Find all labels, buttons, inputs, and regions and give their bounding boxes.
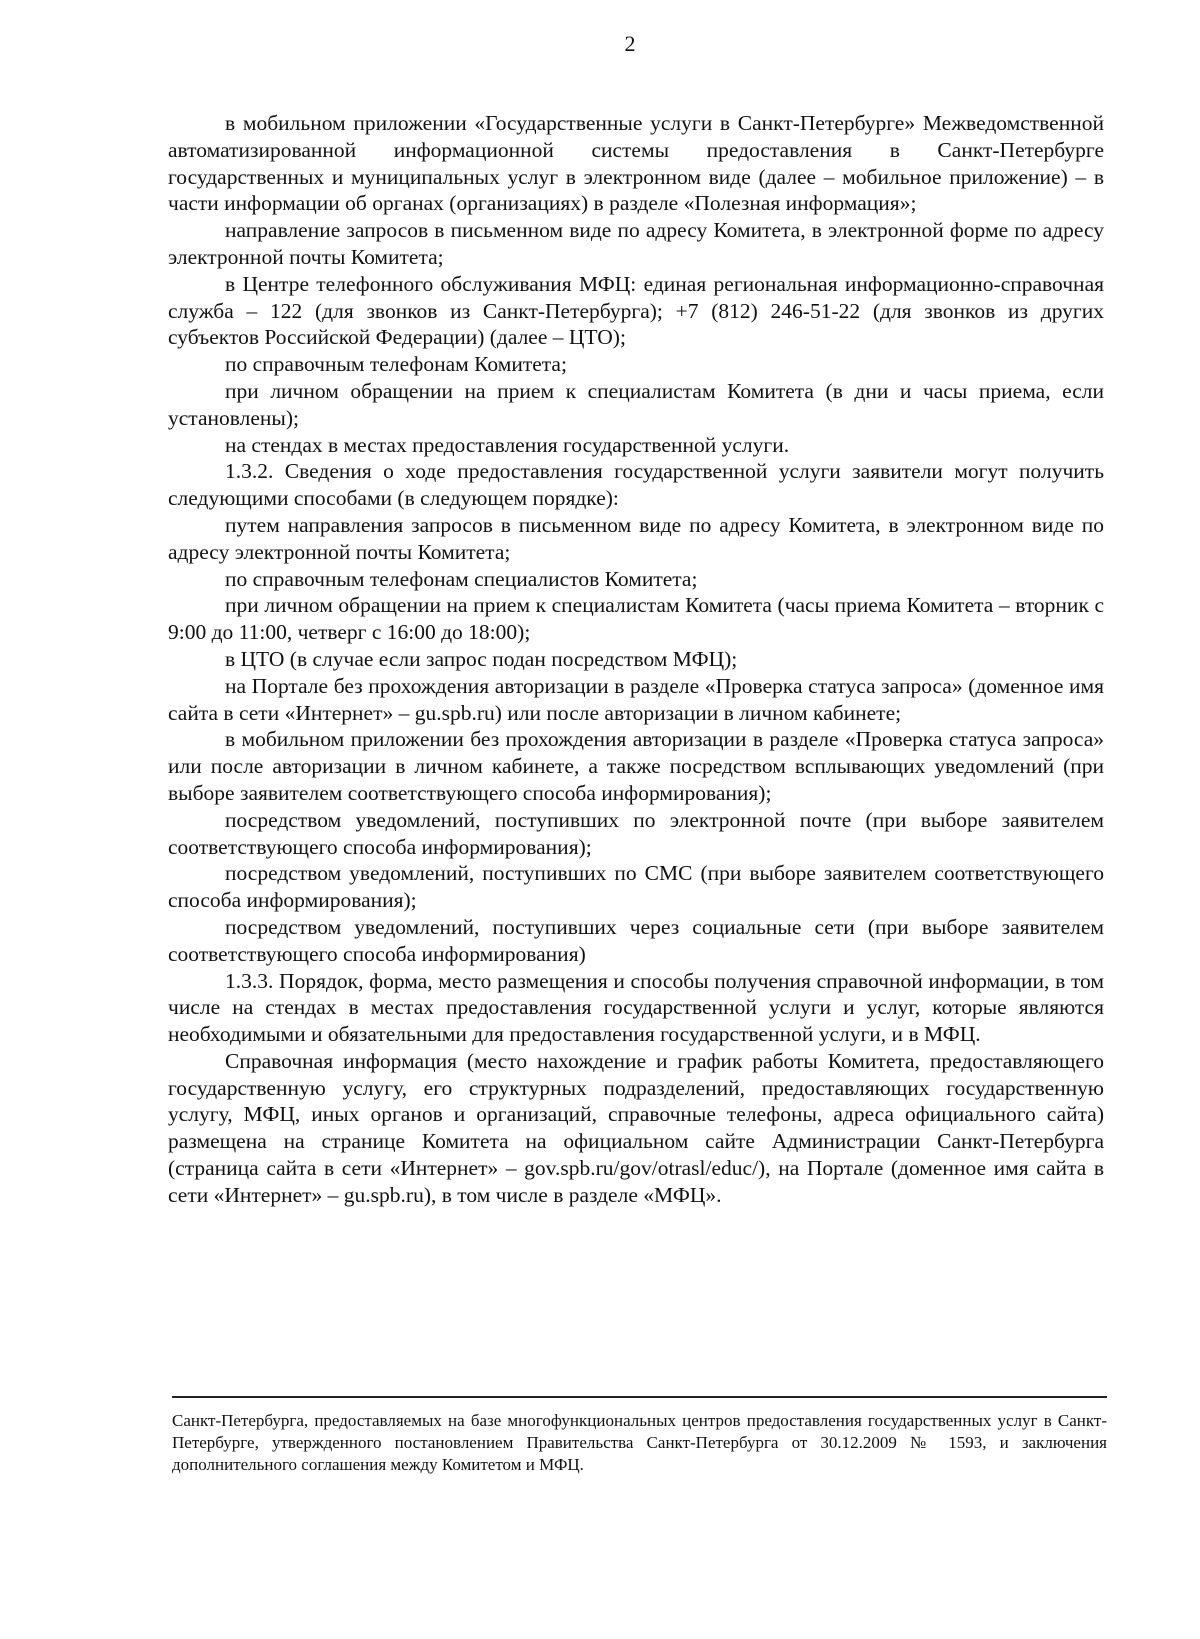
paragraph: посредством уведомлений, поступивших через социальные сети (при выборе заявителем соответствующего способа информирования): [168, 914, 1104, 966]
paragraph: 1.3.3. Порядок, форма, место размещения и способы получения справочной информации, в том числе на стендах в местах предоставления государственной услуги и услуг, которые являются необходимыми и обязательными для предоставления государственной услуги, и в МФЦ.: [168, 968, 1104, 1047]
paragraph: в мобильном приложении «Государственные услуги в Санкт-Петербурге» Межведомственной автоматизированной информационной системы предоставления в Санкт-Петербурге государственных и муниципальных услуг в электронном виде (далее – мобильное приложение) – в части информации об органах (организациях) в разделе «Полезная информация»;: [168, 111, 1104, 216]
document-body: [168, 110, 1104, 1209]
paragraph: при личном обращении на прием к специалистам Комитета (часы приема Комитета – вторник с 9:00 до 11:00, четверг с 16:00 до 18:00);: [168, 593, 1104, 645]
footnote-divider: [172, 1396, 1107, 1398]
paragraph: при личном обращении на прием к специалистам Комитета (в дни и часы приема, если установлены);: [168, 378, 1104, 430]
paragraph: на стендах в местах предоставления государственной услуги.: [225, 432, 790, 457]
paragraph: посредством уведомлений, поступивших по СМС (при выборе заявителем соответствующего способа информирования);: [168, 861, 1104, 913]
paragraph: в ЦТО (в случае если запрос подан посредством МФЦ);: [225, 646, 738, 671]
paragraph: в Центре телефонного обслуживания МФЦ: единая региональная информационно-справочная служба – 122 (для звонков из Санкт-Петербурга); +7 (812) 246-51-22 (для звонков из других субъектов Российской Федерации) (далее – ЦТО);: [168, 271, 1104, 350]
footnote-text: Санкт-Петербурга, предоставляемых на базе многофункциональных центров предоставления государственных услуг в Санкт-Петербурге, утвержденного постановлением Правительства Санкт-Петербурга от 30.12.2009 № 1593, и заключения дополнительного соглашения между Комитетом и МФЦ.: [172, 1411, 1107, 1474]
footnote: [172, 1410, 1107, 1476]
paragraph: Справочная информация (место нахождение и график работы Комитета, предоставляющего государственную услугу, его структурных подразделений, предоставляющих государственную услугу, МФЦ, иных органов и организаций, справочные телефоны, адреса официального сайта) размещена на странице Комитета на официальном сайте Администрации Санкт-Петербурга (страница сайта в сети «Интернет» – gov.spb.ru/gov/otrasl/educ/), на Портале (доменное имя сайта в сети «Интернет» – gu.spb.ru), в том числе в разделе «МФЦ».: [168, 1048, 1104, 1207]
paragraph: путем направления запросов в письменном виде по адресу Комитета, в электронном виде по адресу электронной почты Комитета;: [168, 512, 1104, 564]
paragraph: в мобильном приложении без прохождения авторизации в разделе «Проверка статуса запроса» или после авторизации в личном кабинете, а также посредством всплывающих уведомлений (при выборе заявителем соответствующего способа информирования);: [168, 727, 1104, 805]
paragraph: на Портале без прохождения авторизации в разделе «Проверка статуса запроса» (доменное имя сайта в сети «Интернет» – gu.spb.ru) или после авторизации в личном кабинете;: [168, 673, 1104, 725]
paragraph: посредством уведомлений, поступивших по электронной почте (при выборе заявителем соответствующего способа информирования);: [168, 807, 1104, 859]
paragraph: по справочным телефонам специалистов Комитета;: [225, 566, 698, 591]
page-number: 2: [624, 31, 636, 56]
paragraph: по справочным телефонам Комитета;: [225, 352, 567, 377]
paragraph: 1.3.2. Сведения о ходе предоставления государственной услуги заявители могут получить следующими способами (в следующем порядке):: [168, 459, 1104, 511]
paragraph: направление запросов в письменном виде по адресу Комитета, в электронной форме по адресу электронной почты Комитета;: [168, 218, 1104, 269]
